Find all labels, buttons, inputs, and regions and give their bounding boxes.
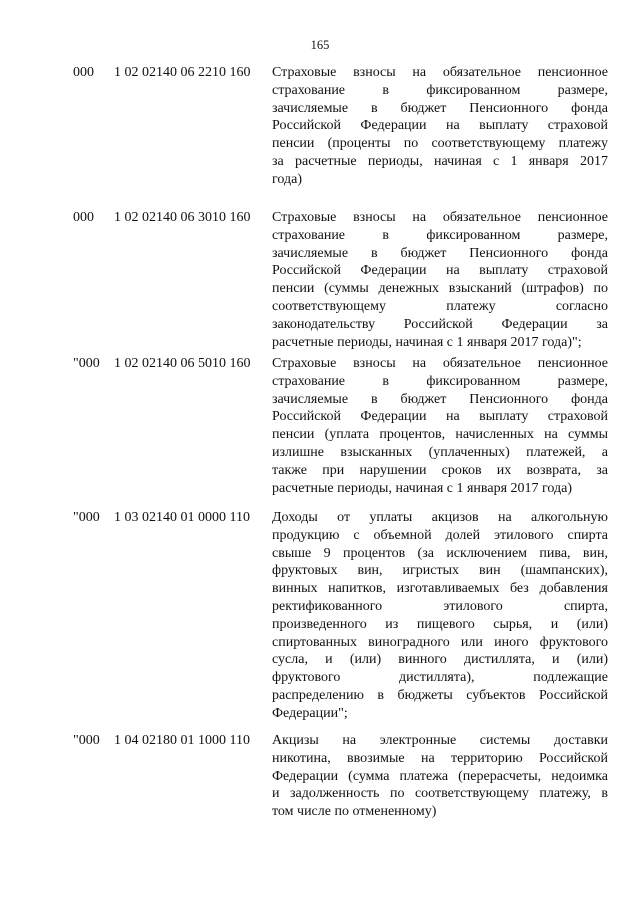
description-line: спиртованных виноградного или иного фруктового	[272, 634, 608, 650]
description-line: и задолженность по соответствующему платежу, в	[272, 786, 608, 802]
description-line: законодательству Российской Федерации за	[272, 316, 608, 332]
description-line: излишне взысканных (уплаченных) платежей, а	[272, 444, 608, 460]
revenue-description	[272, 509, 608, 723]
description-line: зачисляемые в бюджет Пенсионного фонда	[272, 100, 608, 116]
description-line: пенсии (уплата процентов, начисленных на суммы	[272, 427, 608, 443]
description-line: Российской Федерации на выплату страховой	[272, 409, 608, 425]
admin-code: 000	[73, 65, 94, 80]
description-line: распределению в бюджеты субъектов Российской	[272, 687, 608, 703]
description-line: свыше 9 процентов (за исключением пива, вин,	[272, 545, 608, 561]
description-line: Федерации";	[272, 705, 348, 721]
description-line: ректификованного этилового спирта,	[272, 598, 608, 614]
description-line: том числе по отмененному)	[272, 804, 437, 820]
revenue-description	[272, 732, 608, 821]
admin-code: 000	[73, 210, 94, 225]
description-line: зачисляемые в бюджет Пенсионного фонда	[272, 391, 608, 407]
description-line: страхование в фиксированном размере,	[272, 82, 608, 98]
description-line: расчетные периоды, начиная с 1 января 2017 года)	[272, 480, 572, 496]
description-line: Акцизы на электронные системы доставки	[272, 733, 608, 748]
budget-classification-code: 1 02 02140 06 3010 160	[114, 210, 251, 225]
description-line: за расчетные периоды, начиная с 1 января 2017	[272, 153, 608, 169]
description-line: пенсии (суммы денежных взысканий (штрафов) по	[272, 281, 608, 297]
description-line: Страховые взносы на обязательное пенсионное	[272, 210, 608, 225]
description-line: Страховые взносы на обязательное пенсионное	[272, 65, 608, 80]
budget-classification-code: 1 04 02180 01 1000 110	[114, 733, 250, 748]
admin-code: "000	[73, 510, 100, 525]
description-line: Доходы от уплаты акцизов на алкогольную	[272, 510, 608, 525]
description-line: соответствующему платежу согласно	[272, 298, 608, 314]
description-line: фруктового дистиллята), подлежащие	[272, 670, 608, 686]
description-line: сусла, и (или) винного дистиллята, и (или)	[272, 652, 608, 668]
description-line: расчетные периоды, начиная с 1 января 2017 года)";	[272, 334, 582, 350]
description-line: никотина, ввозимые на территорию Российской	[272, 750, 608, 766]
description-line: Российской Федерации на выплату страховой	[272, 263, 608, 279]
description-line: продукцию с объемной долей этилового спирта	[272, 527, 608, 543]
description-line: страхование в фиксированном размере,	[272, 227, 608, 243]
description-line: фруктовых вин, игристых вин (шампанских),	[272, 563, 608, 579]
description-line: винных напитков, изготавливаемых без добавления	[272, 581, 608, 597]
budget-classification-code: 1 02 02140 06 5010 160	[114, 356, 251, 371]
description-line: Российской Федерации на выплату страховой	[272, 118, 608, 134]
description-line: зачисляемые в бюджет Пенсионного фонда	[272, 245, 608, 261]
description-line: также при нарушении сроков их возврата, за	[272, 462, 608, 478]
revenue-description	[272, 209, 608, 351]
budget-classification-code: 1 02 02140 06 2210 160	[114, 65, 251, 80]
description-line: Страховые взносы на обязательное пенсионное	[272, 356, 608, 371]
revenue-description	[272, 64, 608, 189]
description-line: страхование в фиксированном размере,	[272, 373, 608, 389]
admin-code: "000	[73, 733, 100, 748]
page-number: 165	[310, 38, 330, 52]
description-line: года)	[272, 171, 302, 187]
description-line: произведенного из пищевого сырья, и (или)	[272, 616, 608, 632]
description-line: пенсии (проценты по соответствующему платежу	[272, 136, 608, 152]
budget-classification-code: 1 03 02140 01 0000 110	[114, 510, 250, 525]
description-line: Федерации (сумма платежа (перерасчеты, недоимка	[272, 768, 608, 784]
admin-code: "000	[73, 356, 100, 371]
revenue-description	[272, 355, 608, 497]
